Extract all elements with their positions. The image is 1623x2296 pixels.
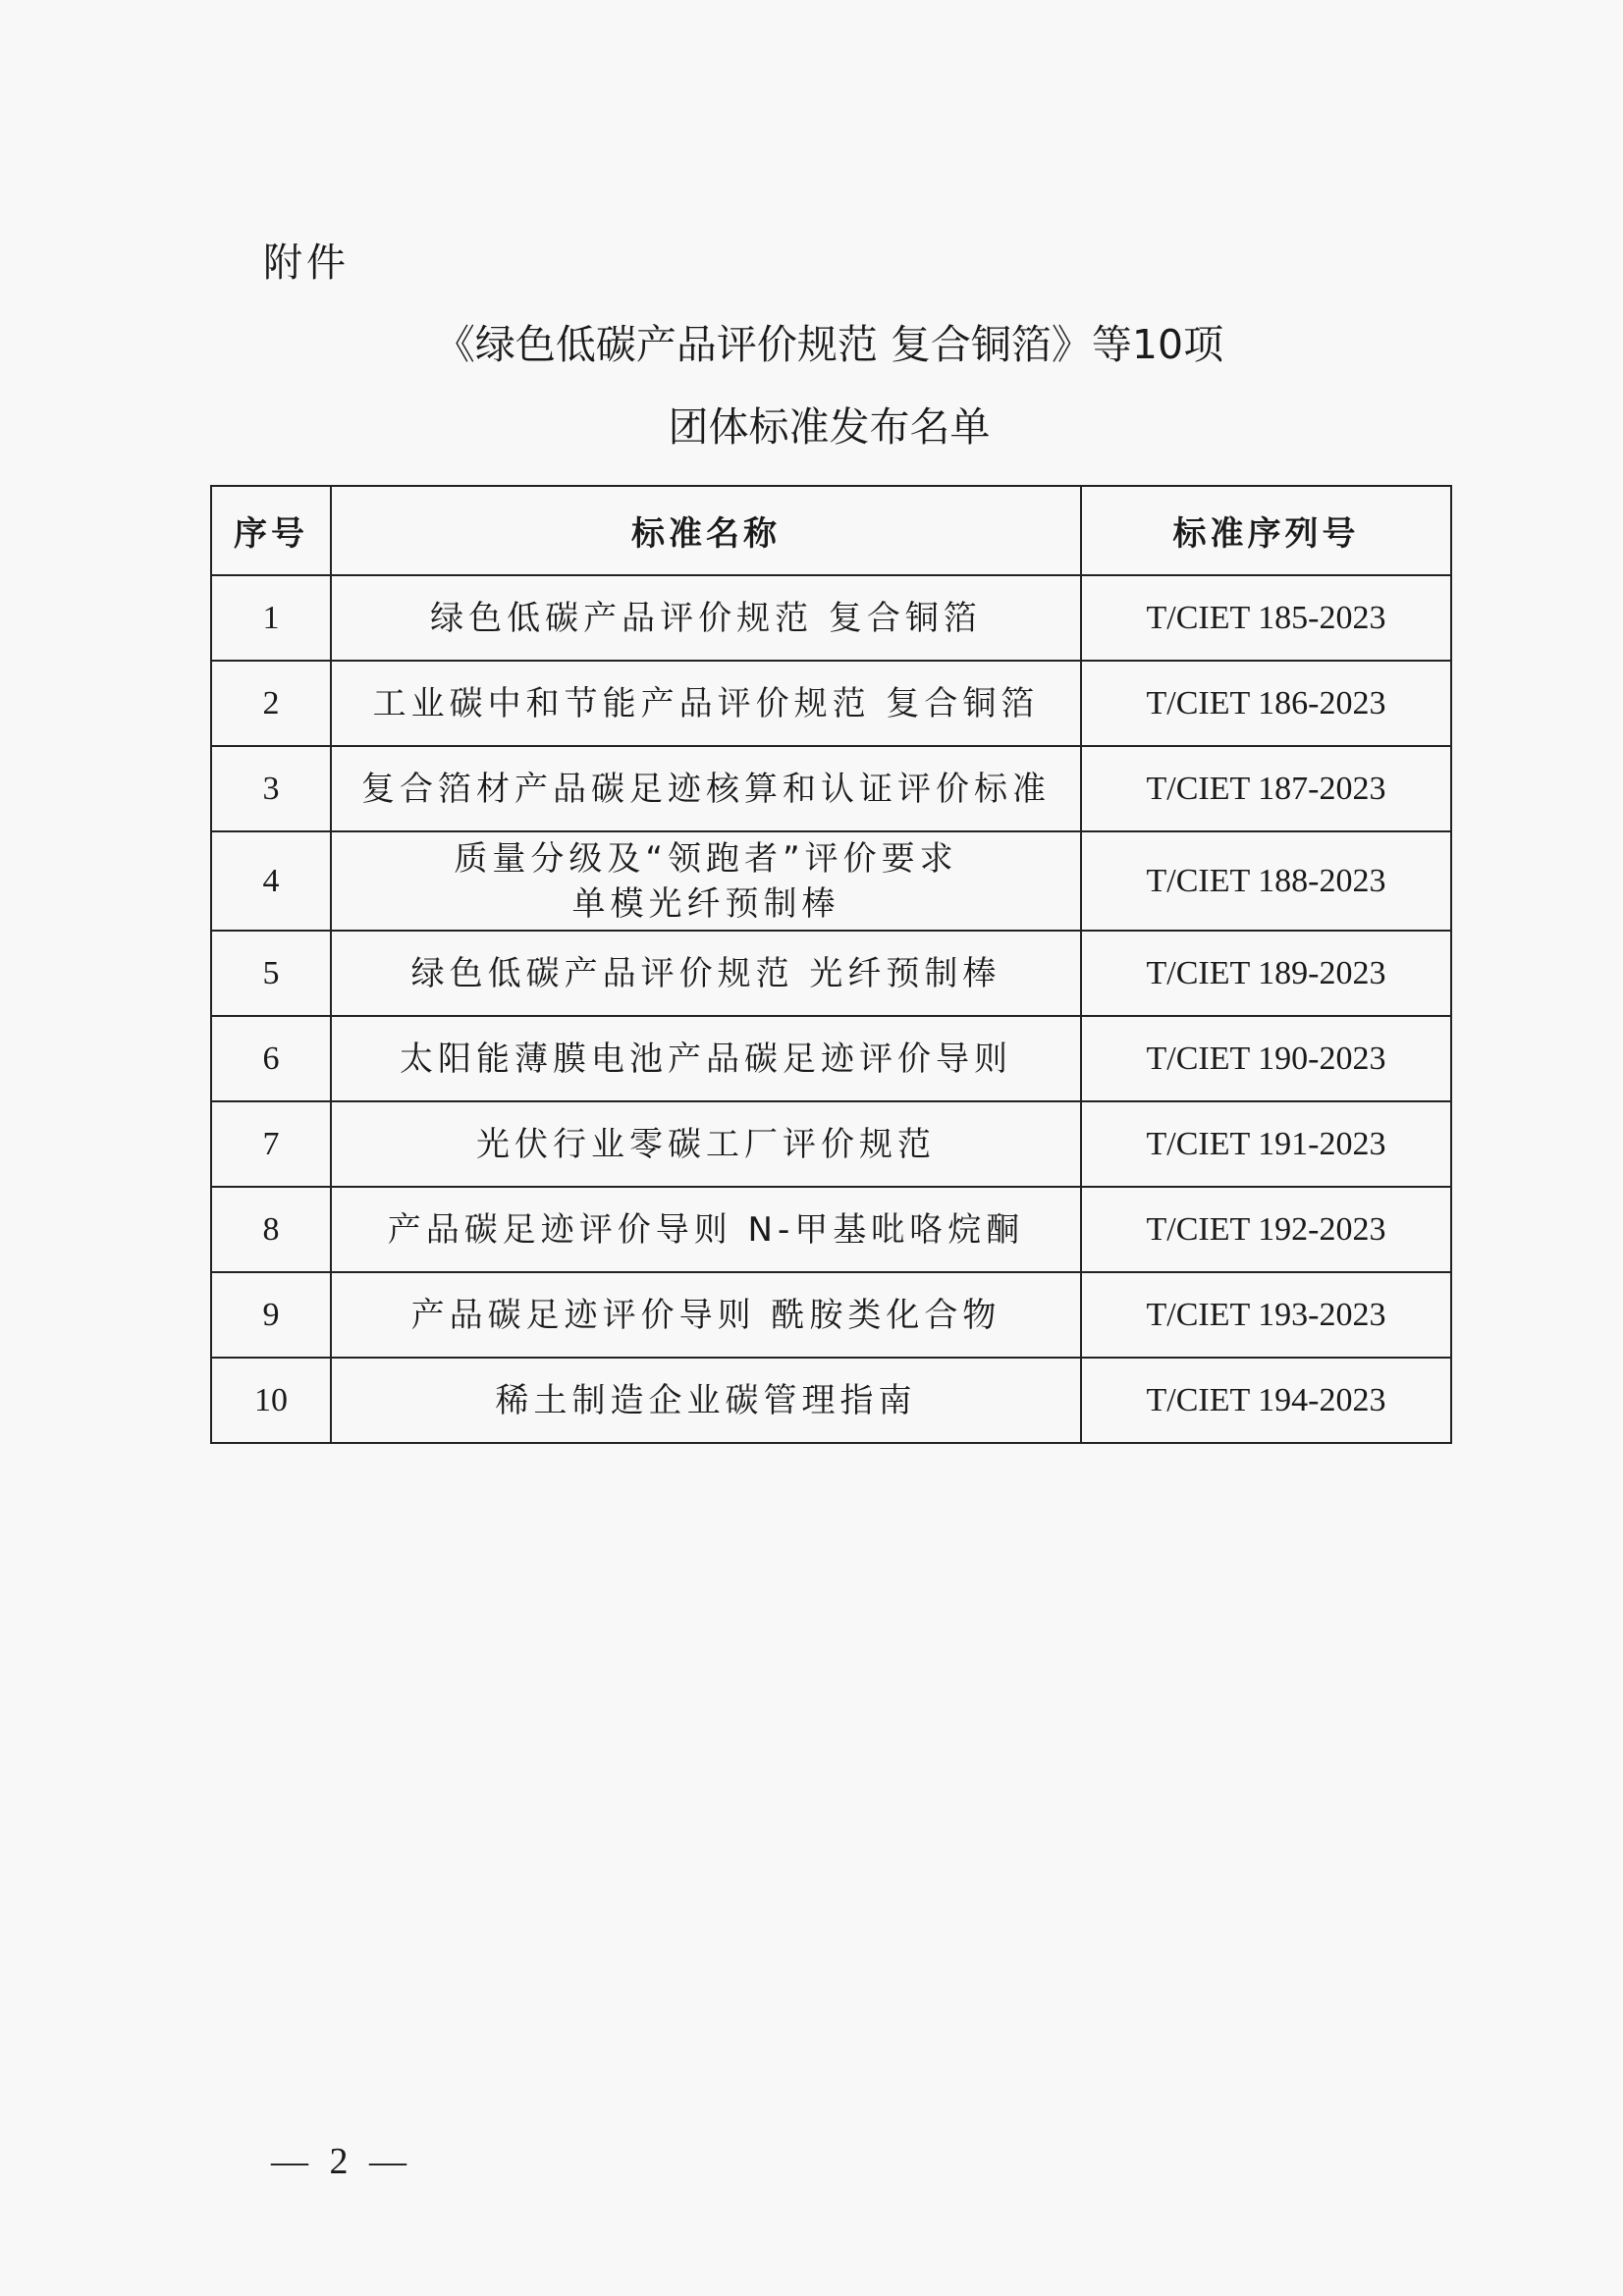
row-number: 3 [211, 746, 331, 831]
document-title: 《绿色低碳产品评价规范 复合铜箔》等10项 [434, 321, 1224, 368]
row-number: 4 [211, 831, 331, 931]
row-code: T/CIET 187-2023 [1081, 746, 1451, 831]
row-code: T/CIET 188-2023 [1081, 831, 1451, 931]
row-name-line1: 质量分级及“领跑者”评价要求 [454, 838, 958, 879]
row-code: T/CIET 194-2023 [1081, 1358, 1451, 1443]
row-number: 2 [211, 661, 331, 746]
row-code: T/CIET 190-2023 [1081, 1016, 1451, 1101]
table-header-row [211, 486, 1451, 575]
table-row [211, 575, 1451, 661]
row-number: 1 [211, 575, 331, 661]
row-name: 太阳能薄膜电池产品碳足迹评价导则 [331, 1016, 1081, 1101]
row-name: 产品碳足迹评价导则 N-甲基吡咯烷酮 [331, 1187, 1081, 1272]
table-row [211, 831, 1451, 931]
table-row [211, 1016, 1451, 1101]
row-name: 绿色低碳产品评价规范 复合铜箔 [331, 575, 1081, 661]
row-name [331, 831, 1081, 931]
row-code: T/CIET 193-2023 [1081, 1272, 1451, 1358]
row-name: 工业碳中和节能产品评价规范 复合铜箔 [331, 661, 1081, 746]
row-code: T/CIET 192-2023 [1081, 1187, 1451, 1272]
row-name: 绿色低碳产品评价规范 光纤预制棒 [331, 931, 1081, 1016]
row-name: 复合箔材产品碳足迹核算和认证评价标准 [331, 746, 1081, 831]
table-row [211, 1358, 1451, 1443]
row-number: 8 [211, 1187, 331, 1272]
row-number: 10 [211, 1358, 331, 1443]
page-number: — 2 — [271, 2141, 412, 2182]
row-code: T/CIET 185-2023 [1081, 575, 1451, 661]
row-name: 产品碳足迹评价导则 酰胺类化合物 [331, 1272, 1081, 1358]
table-row [211, 1272, 1451, 1358]
header-code: 标准序列号 [1081, 486, 1451, 575]
document-subtitle: 团体标准发布名单 [668, 403, 991, 451]
table-row [211, 1101, 1451, 1187]
row-code: T/CIET 186-2023 [1081, 661, 1451, 746]
row-number: 6 [211, 1016, 331, 1101]
header-number: 序号 [211, 486, 331, 575]
table-row [211, 746, 1451, 831]
standards-table [210, 485, 1452, 1444]
table-row [211, 931, 1451, 1016]
table-row [211, 1187, 1451, 1272]
row-number: 9 [211, 1272, 331, 1358]
row-code: T/CIET 189-2023 [1081, 931, 1451, 1016]
row-name: 稀土制造企业碳管理指南 [331, 1358, 1081, 1443]
row-code: T/CIET 191-2023 [1081, 1101, 1451, 1187]
table-row [211, 661, 1451, 746]
row-name-line2: 单模光纤预制棒 [571, 883, 840, 924]
row-name: 光伏行业零碳工厂评价规范 [331, 1101, 1081, 1187]
attachment-label: 附件 [263, 240, 350, 286]
row-number: 5 [211, 931, 331, 1016]
header-name: 标准名称 [331, 486, 1081, 575]
row-number: 7 [211, 1101, 331, 1187]
